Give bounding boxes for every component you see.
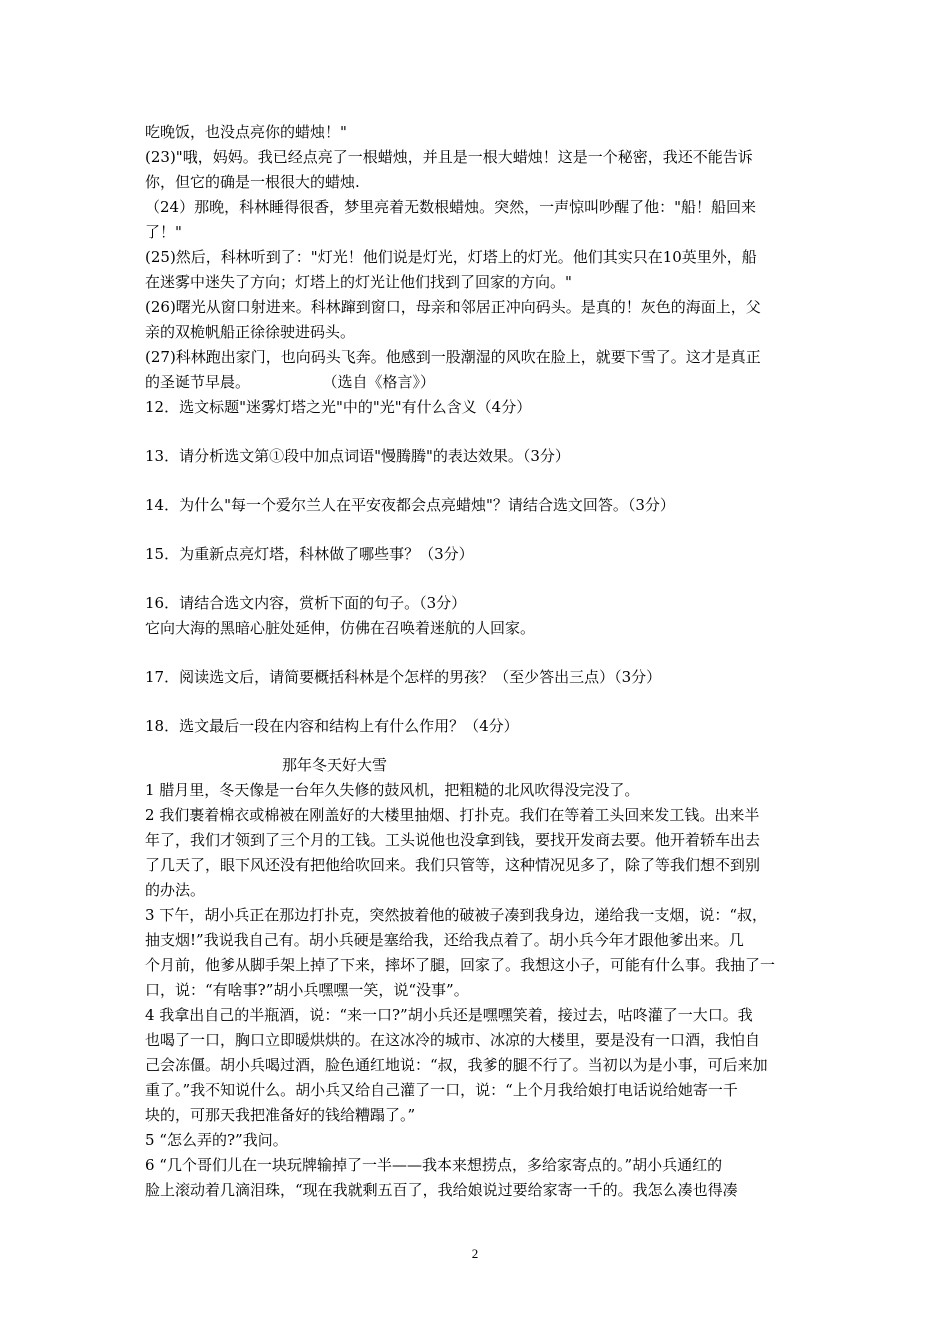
answer-space bbox=[145, 420, 810, 444]
paragraph-line: 脸上滚动着几滴泪珠，“现在我就剩五百了，我给娘说过要给家寄一千的。我怎么凑也得凑 bbox=[145, 1181, 738, 1199]
paragraph-line: 6 “几个哥们儿在一块玩牌输掉了一半——我本来想捞点，多给家寄点的。”胡小兵通红的 bbox=[145, 1156, 723, 1174]
passage-title: 那年冬天好大雪 bbox=[282, 756, 388, 774]
paragraph-line: 重了。”我不知说什么。胡小兵又给自己灌了一口，说：“上个月我给娘打电话说给她寄一千 bbox=[145, 1081, 738, 1099]
question-16: 16．请结合选文内容，赏析下面的句子。（3分） bbox=[145, 594, 467, 612]
paragraph-line: 5 “怎么弄的?”我问。 bbox=[145, 1131, 288, 1149]
last-line-text: 的圣诞节早晨。 bbox=[145, 373, 251, 391]
paragraph-line bbox=[145, 370, 810, 395]
question-16-quote: 它向大海的黑暗心脏处延伸，仿佛在召唤着迷航的人回家。 bbox=[145, 619, 536, 637]
paragraph-line: 口，说：“有啥事?”胡小兵嘿嘿一笑，说“没事”。 bbox=[145, 981, 469, 999]
paragraph-line: 的办法。 bbox=[145, 881, 206, 899]
source-citation: （选自《格言》） bbox=[330, 373, 436, 391]
paragraph-line: 了！" bbox=[145, 223, 182, 241]
paragraph-line: (27)科林跑出家门，也向码头飞奔。他感到一股潮湿的风吹在脸上，就要下雪了。这才是真正 bbox=[145, 348, 761, 366]
paragraph-line: (25)然后，科林听到了："灯光！他们说是灯光，灯塔上的灯光。他们其实只在10英里外，船 bbox=[145, 248, 757, 266]
paragraph-line: 己会冻僵。胡小兵喝过酒，脸色通红地说：“叔，我爹的腿不行了。当初以为是小事，可后来加 bbox=[145, 1056, 768, 1074]
answer-space bbox=[145, 690, 810, 714]
paragraph-line: 4 我拿出自己的半瓶酒，说：“来一口?”胡小兵还是嘿嘿笑着，接过去，咕咚灌了一大口。我 bbox=[145, 1006, 753, 1024]
paragraph-line: (23)"哦，妈妈。我已经点亮了一根蜡烛，并且是一根大蜡烛！这是一个秘密，我还不能告诉 bbox=[145, 148, 753, 166]
paragraph-line: 亲的双桅帆船正徐徐驶进码头。 bbox=[145, 323, 356, 341]
paragraph-line: (26)曙光从窗口射进来。科林蹿到窗口，母亲和邻居正冲向码头。是真的！灰色的海面上，父 bbox=[145, 298, 761, 316]
answer-space bbox=[145, 641, 810, 665]
paragraph-line: 年了，我们才领到了三个月的工钱。工头说他也没拿到钱，要找开发商去要。他开着轿车出去 bbox=[145, 831, 761, 849]
passage-2 bbox=[145, 753, 810, 1203]
paragraph-line: 2 我们裹着棉衣或棉被在刚盖好的大楼里抽烟、打扑克。我们在等着工头回来发工钱。出来半 bbox=[145, 806, 760, 824]
question-13: 13．请分析选文第①段中加点词语"慢腾腾"的表达效果。（3分） bbox=[145, 447, 570, 465]
page-number: 2 bbox=[471, 1246, 479, 1261]
question-17: 17．阅读选文后，请简要概括科林是个怎样的男孩？（至少答出三点）（3分） bbox=[145, 668, 662, 686]
answer-space bbox=[145, 469, 810, 493]
question-15: 15．为重新点亮灯塔，科林做了哪些事？（3分） bbox=[145, 545, 474, 563]
question-18: 18．选文最后一段在内容和结构上有什么作用？（4分） bbox=[145, 717, 519, 735]
paragraph-line: （24）那晚，科林睡得很香，梦里亮着无数根蜡烛。突然，一声惊叫吵醒了他："船！船回来 bbox=[145, 198, 756, 216]
question-14: 14．为什么"每一个爱尔兰人在平安夜都会点亮蜡烛"？请结合选文回答。（3分） bbox=[145, 496, 675, 514]
passage-1 bbox=[145, 120, 810, 395]
answer-space bbox=[145, 518, 810, 542]
paragraph-line: 了几天了，眼下风还没有把他给吹回来。我们只管等，这种情况见多了，除了等我们想不到别 bbox=[145, 856, 761, 874]
paragraph-line: 1 腊月里，冬天像是一台年久失修的鼓风机，把粗糙的北风吹得没完没了。 bbox=[145, 781, 640, 799]
paragraph-line: 个月前，他爹从脚手架上掉了下来，摔坏了腿，回家了。我想这小子，可能有什么事。我抽了一 bbox=[145, 956, 776, 974]
paragraph-line: 也喝了一口，胸口立即暖烘烘的。在这冰冷的城市、冰凉的大楼里，要是没有一口酒，我怕自 bbox=[145, 1031, 761, 1049]
document-body bbox=[145, 120, 810, 1203]
paragraph-line: 你，但它的确是一根很大的蜡烛. bbox=[145, 173, 360, 191]
paragraph-line: 抽支烟!”我说我自己有。胡小兵硬是塞给我，还给我点着了。胡小兵今年才跟他爹出来。几 bbox=[145, 931, 744, 949]
paragraph-line: 在迷雾中迷失了方向；灯塔上的灯光让他们找到了回家的方向。" bbox=[145, 273, 572, 291]
question-12: 12．选文标题"迷雾灯塔之光"中的"光"有什么含义（4分） bbox=[145, 398, 532, 416]
paragraph-line: 吃晚饭，也没点亮你的蜡烛！" bbox=[145, 123, 347, 141]
questions bbox=[145, 395, 810, 739]
answer-space bbox=[145, 567, 810, 591]
paragraph-line: 块的，可那天我把准备好的钱给糟蹋了。” bbox=[145, 1106, 416, 1124]
paragraph-line: 3 下午，胡小兵正在那边打扑克，突然披着他的破被子凑到我身边，递给我一支烟，说：“叔， bbox=[145, 906, 767, 924]
